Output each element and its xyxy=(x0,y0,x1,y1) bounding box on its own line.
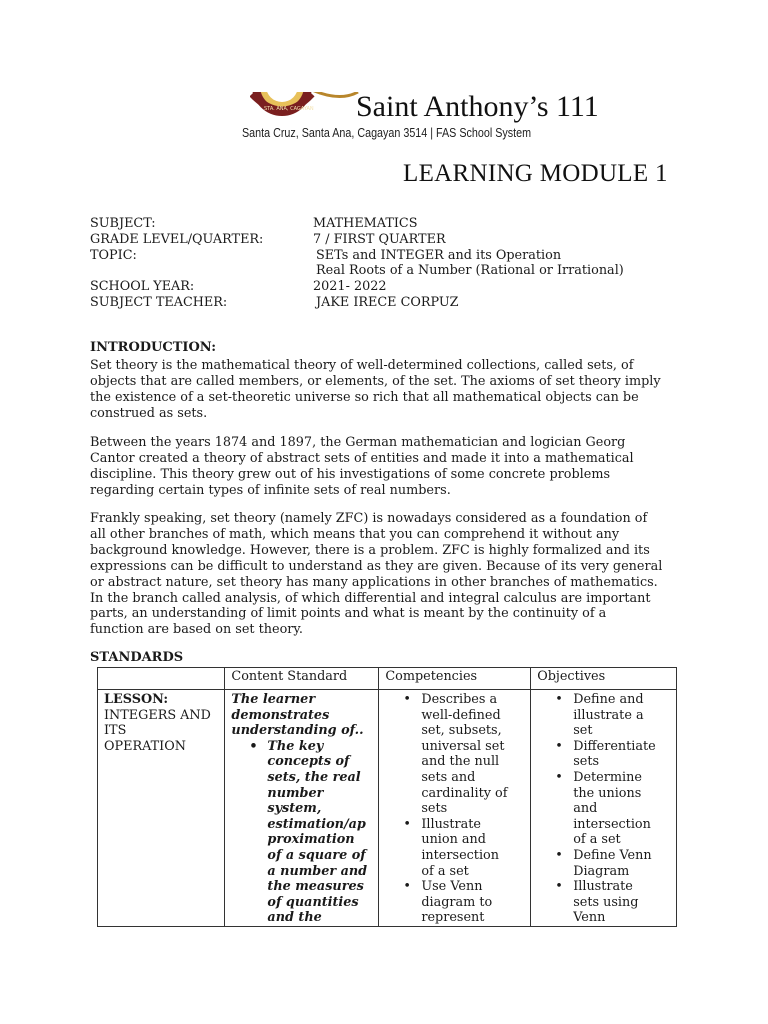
content-standard-list xyxy=(231,739,372,926)
text-line: sets xyxy=(421,801,448,817)
text-line: Cantor created a theory of abstract sets of entities and made it into a mathematical xyxy=(90,450,634,466)
text-line: • The key xyxy=(267,738,324,754)
column-header xyxy=(98,668,225,690)
text-line: concepts of xyxy=(267,754,350,770)
text-line: universal set xyxy=(421,738,505,754)
text-line: • Define Venn xyxy=(573,847,652,863)
text-line: well-defined xyxy=(421,707,501,723)
column-header: Content Standard xyxy=(225,668,379,690)
info-label: SUBJECT TEACHER: xyxy=(90,294,228,310)
text-line: Between the years 1874 and 1897, the German mathematician and logician Georg xyxy=(90,435,626,450)
content-intro-line: The learner xyxy=(231,692,316,707)
text-line: • Determine xyxy=(573,769,642,785)
text-line: union and xyxy=(421,832,486,848)
text-line: sets, the real xyxy=(267,769,361,785)
svg-text:STA. ANA, CAGAYAN: STA. ANA, CAGAYAN xyxy=(264,106,314,112)
table-row xyxy=(98,690,677,927)
list-item xyxy=(421,692,524,817)
text-line: and xyxy=(573,801,598,817)
text-line: of a set xyxy=(421,863,469,879)
text-line: of a set xyxy=(573,832,621,848)
list-item xyxy=(573,879,670,926)
lesson-line: OPERATION xyxy=(104,738,186,754)
introduction-paragraph-2 xyxy=(90,435,642,499)
text-line: sets and xyxy=(421,769,476,785)
text-line: intersection xyxy=(421,847,499,863)
text-line: background knowledge. However, there is a problem. ZFC is highly formalized and its xyxy=(90,542,650,558)
text-line: Diagram xyxy=(573,863,630,879)
introduction-paragraph-1 xyxy=(90,358,661,422)
school-address: Santa Cruz, Santa Ana, Cagayan 3514 | FAS School System xyxy=(242,126,532,140)
text-line: • Use Venn xyxy=(421,879,483,895)
text-line: regarding certain types of infinite sets of real numbers. xyxy=(90,482,451,498)
info-label: GRADE LEVEL/QUARTER: xyxy=(90,231,264,247)
objectives-list xyxy=(537,692,670,926)
module-title: LEARNING MODULE 1 xyxy=(403,160,668,187)
school-name: Saint Anthony’s 111 xyxy=(356,90,599,123)
list-item xyxy=(573,692,670,739)
lesson-line: ITS xyxy=(104,723,127,739)
text-line: system, xyxy=(267,801,322,817)
info-value: Real Roots of a Number (Rational or Irrational) xyxy=(316,263,624,279)
column-header: Objectives xyxy=(531,668,677,690)
list-item xyxy=(573,848,670,879)
content-intro-line: understanding of.. xyxy=(231,723,364,739)
text-line: Venn xyxy=(573,910,606,926)
text-line: estimation/ap xyxy=(267,816,366,832)
text-line: function are based on set theory. xyxy=(90,622,303,638)
text-line: • Describes a xyxy=(421,692,498,707)
standards-heading: STANDARDS xyxy=(90,650,184,665)
lesson-label: LESSON: xyxy=(104,692,169,707)
text-line: a number and xyxy=(267,863,368,879)
text-line: set, subsets, xyxy=(421,723,502,739)
text-line: the existence of a set-theoretic universe so rich that all mathematical objects can be xyxy=(90,389,639,405)
content-intro-line: demonstrates xyxy=(231,707,330,723)
text-line: of a square of xyxy=(267,847,366,863)
info-value: JAKE IRECE CORPUZ xyxy=(316,294,459,310)
info-label: SUBJECT: xyxy=(90,216,156,231)
lesson-cell xyxy=(98,690,225,927)
info-label: SCHOOL YEAR: xyxy=(90,279,195,295)
text-line: set xyxy=(573,723,593,739)
info-value: 2021- 2022 xyxy=(313,279,387,295)
text-line: of quantities xyxy=(267,894,359,910)
text-line: • Define and xyxy=(573,692,644,707)
text-line: represent xyxy=(421,910,485,926)
list-item xyxy=(573,739,670,770)
text-line: • Illustrate xyxy=(573,879,633,895)
text-line: or abstract nature, set theory has many applications in other branches of mathematics. xyxy=(90,574,658,590)
text-line: all other branches of math, which means that you can comprehend it without any xyxy=(90,526,620,542)
text-line: and the null xyxy=(421,754,500,770)
list-item xyxy=(573,770,670,848)
list-item xyxy=(267,739,372,926)
table-header-row xyxy=(98,668,677,690)
text-line: discipline. This theory grew out of his investigations of some concrete problems xyxy=(90,466,611,482)
text-line: construed as sets. xyxy=(90,405,208,421)
text-line: the measures xyxy=(267,879,364,895)
text-line: • Differentiate xyxy=(573,738,656,754)
text-line: expressions can be difficult to understand as they are given. Because of its very general xyxy=(90,558,663,574)
competencies-list xyxy=(385,692,524,926)
school-seal-logo xyxy=(250,92,360,122)
text-line: Set theory is the mathematical theory of well-determined collections, called sets, of xyxy=(90,358,634,373)
competencies-cell xyxy=(379,690,531,927)
text-line: intersection xyxy=(573,816,651,832)
text-line: illustrate a xyxy=(573,707,644,723)
text-line: In the branch called analysis, of which differential and integral calculus are important xyxy=(90,590,651,606)
info-value: SETs and INTEGER and its Operation xyxy=(316,247,562,263)
info-value: 7 / FIRST QUARTER xyxy=(313,231,446,247)
text-line: parts, an understanding of limit points and what is meant by the continuity of a xyxy=(90,606,607,622)
text-line: number xyxy=(267,785,324,801)
info-label: TOPIC: xyxy=(90,247,137,263)
text-line: proximation xyxy=(267,832,355,848)
text-line: and the xyxy=(267,910,322,926)
text-line: sets using xyxy=(573,894,639,910)
text-line: Frankly speaking, set theory (namely ZFC) is nowadays considered as a foundation of xyxy=(90,511,648,526)
text-line: diagram to xyxy=(421,894,493,910)
objectives-cell xyxy=(531,690,677,927)
column-header: Competencies xyxy=(379,668,531,690)
text-line: • Illustrate xyxy=(421,816,481,832)
info-value: MATHEMATICS xyxy=(313,216,418,231)
introduction-heading: INTRODUCTION: xyxy=(90,340,217,355)
content-standard-cell xyxy=(225,690,379,927)
list-item xyxy=(421,817,524,879)
text-line: objects that are called members, or elements, of the set. The axioms of set theory imply xyxy=(90,373,661,389)
text-line: the unions xyxy=(573,785,642,801)
standards-table xyxy=(97,667,677,927)
text-line: cardinality of xyxy=(421,785,508,801)
introduction-paragraph-3 xyxy=(90,511,663,638)
lesson-line: INTEGERS AND xyxy=(104,707,211,723)
text-line: sets xyxy=(573,754,600,770)
list-item xyxy=(421,879,524,926)
